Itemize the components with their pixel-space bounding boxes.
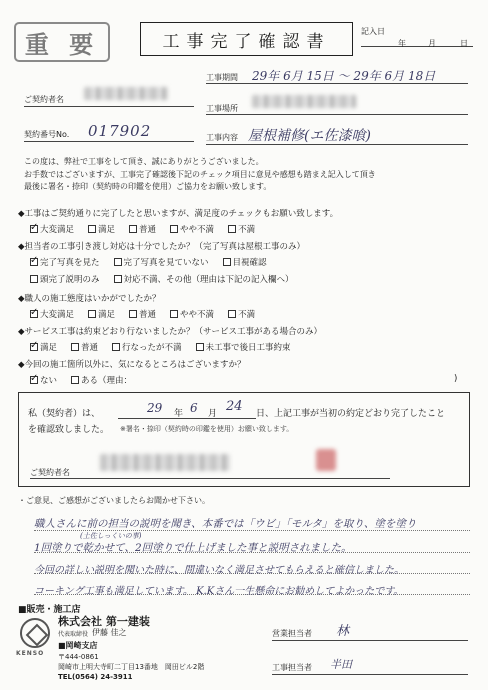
stamp-text: 重 要 xyxy=(24,29,100,59)
question-4: ◆サービス工事は約束どおり行ないましたか？（サービス工事がある場合のみ） xyxy=(18,327,323,337)
sign-year: 29 xyxy=(147,401,163,415)
question-5: ◆今回の施工箇所以外に、気になるところはございますか？ xyxy=(18,360,246,370)
q4-option-done-but-dissatisfied[interactable]: 行なったが不満 xyxy=(112,341,182,353)
checkbox[interactable] xyxy=(88,310,96,318)
checkbox[interactable] xyxy=(114,275,122,283)
content-label: 工事内容 xyxy=(206,133,238,142)
sign-name-line[interactable] xyxy=(30,478,390,479)
company-branch: ■岡崎支店 xyxy=(58,641,98,650)
sign-month-unit: 月 xyxy=(208,409,218,419)
company-rep-label: 代表取締役 xyxy=(58,631,89,638)
q1-option-somewhat-dissatisfied[interactable]: やや不満 xyxy=(170,223,214,235)
q1-option-satisfied[interactable]: 満足 xyxy=(88,223,115,235)
contract-no-label: 契約番号No. xyxy=(24,130,70,139)
period-value: 29年 6月 15日 ～ 29年 6月 18日 xyxy=(252,69,436,83)
sales-rep-sign: 林 xyxy=(336,624,350,639)
q1-option-normal[interactable]: 普通 xyxy=(129,223,156,235)
q2-option-visual-check[interactable]: 目視確認 xyxy=(223,256,267,268)
entry-date-month: 月 xyxy=(428,39,436,48)
sign-line-2: を確認致しました。 xyxy=(28,425,110,435)
comment-label: ・ご意見、ご感想がございましたらお聞かせ下さい。 xyxy=(18,496,210,505)
comment-line-1: 職人さんに前の担当の説明を聞き、本番では「ウビ」「モルタ」を取り、塗を塗り xyxy=(34,518,417,530)
intro-line-1: この度は、弊社で工事をして頂き、誠にありがとうございました。 xyxy=(24,157,264,166)
question-2-options-row-1 xyxy=(30,256,267,268)
checkbox-checked[interactable] xyxy=(30,343,38,351)
company-logo-text: KENSO xyxy=(16,650,45,657)
q2-option-saw-photos[interactable]: ✓完了写真を見た xyxy=(30,256,100,268)
checkbox[interactable] xyxy=(30,275,38,283)
checkbox[interactable] xyxy=(114,258,122,266)
company-logo-icon xyxy=(20,618,50,648)
entry-date-year: 年 xyxy=(398,39,406,48)
document-title-box xyxy=(140,22,353,56)
sign-year-unit: 年 xyxy=(174,409,184,419)
question-1: ◆工事はご契約通りに完了したと思いますが、満足度のチェックもお願い致します。 xyxy=(18,209,339,219)
sign-prefix: 私（契約者）は、 xyxy=(28,409,101,419)
entry-date-day: 日 xyxy=(460,39,468,48)
checkbox[interactable] xyxy=(129,225,137,233)
signature-redacted xyxy=(100,454,230,471)
q3-option-normal[interactable]: 普通 xyxy=(129,308,156,320)
question-3-options xyxy=(30,308,255,320)
question-2-options-row-2 xyxy=(30,273,294,285)
company-address: 岡崎市上明大寺町二丁目13番地 岡田ビル2階 xyxy=(58,663,205,671)
company-zip: 〒444-0861 xyxy=(58,653,99,661)
q2-option-no-photos[interactable]: 完了写真を見ていない xyxy=(114,256,209,268)
q1-option-very-satisfied[interactable]: ✓大変満足 xyxy=(30,223,74,235)
checkbox[interactable] xyxy=(228,310,236,318)
seal-redacted xyxy=(316,449,336,471)
sign-month: 6 xyxy=(190,401,198,415)
question-5-options xyxy=(30,374,132,386)
entry-date-line xyxy=(361,46,473,47)
work-rep-sign: 半田 xyxy=(330,658,352,671)
company-name: 株式会社 第一建装 xyxy=(58,615,150,628)
checkbox[interactable] xyxy=(170,225,178,233)
q4-option-satisfied[interactable]: ✓満足 xyxy=(30,341,57,353)
place-redacted xyxy=(252,95,356,108)
q3-option-satisfied[interactable]: 満足 xyxy=(88,308,115,320)
q5-option-yes-reason[interactable]: ある（理由： xyxy=(71,374,132,386)
checkbox-checked[interactable] xyxy=(30,258,38,266)
q3-option-dissatisfied[interactable]: 不満 xyxy=(228,308,255,320)
q2-option-verbal-only[interactable]: 頭完了説明のみ xyxy=(30,273,100,285)
q4-option-normal[interactable]: 普通 xyxy=(71,341,98,353)
comment-line-4: コーキング工事も満足しています。 K.Kさん一生懸命にお勧めしてよかったです。 xyxy=(34,586,404,597)
q2-option-other[interactable]: 対応不満、その他（理由は下記の記入欄へ） xyxy=(114,273,294,285)
q1-option-dissatisfied[interactable]: 不満 xyxy=(228,223,255,235)
document-title: 工事完了確認書 xyxy=(162,31,331,52)
sales-rep-label: 営業担当者 xyxy=(272,629,312,638)
checkbox[interactable] xyxy=(129,310,137,318)
checkbox-checked[interactable] xyxy=(30,310,38,318)
entry-date-label: 記入日 xyxy=(361,27,385,36)
checkbox[interactable] xyxy=(228,225,236,233)
sign-name-label: ご契約者名 xyxy=(30,468,70,477)
comment-line-2: 1回塗りで乾かせて、2回塗りで仕上げました事と説明されました。 xyxy=(34,542,352,554)
q3-option-very-satisfied[interactable]: ✓大変満足 xyxy=(30,308,74,320)
intro-text xyxy=(24,156,474,194)
place-label: 工事場所 xyxy=(206,104,238,113)
period-label: 工事期間 xyxy=(206,73,238,82)
importance-stamp xyxy=(14,22,110,62)
contract-no-line xyxy=(24,141,194,142)
company-tel: TEL(0564) 24-3911 xyxy=(58,673,133,681)
content-value: 屋根補修(エ佐漆喰) xyxy=(248,128,371,144)
q5-option-none[interactable]: ✓ない xyxy=(30,374,57,386)
comment-line-3: 今回の詳しい説明を聞いた時に、間違いなく満足させてもらえると確信しました。 xyxy=(34,565,404,576)
question-3: ◆職人の施工態度はいかがでしたか？ xyxy=(18,294,161,304)
contractor-line xyxy=(24,106,194,107)
checkbox[interactable] xyxy=(71,376,79,384)
place-line xyxy=(206,114,468,115)
checkbox-checked[interactable] xyxy=(30,225,38,233)
question-4-options xyxy=(30,341,291,353)
intro-line-3: 最後に署名・捺印（契約時の印鑑を使用）ご協力をお願い致します。 xyxy=(24,182,272,191)
checkbox[interactable] xyxy=(88,225,96,233)
comment-note: (土佐しっくいの事) xyxy=(80,532,142,540)
work-rep-line xyxy=(272,674,468,675)
checkbox[interactable] xyxy=(112,343,120,351)
question-1-options xyxy=(30,223,255,235)
checkbox[interactable] xyxy=(71,343,79,351)
intro-line-2: お手数ではございますが、工事完了確認後下記のチェック項目に意見や感想も踏まえ記入して頂き xyxy=(24,169,376,179)
checkbox[interactable] xyxy=(223,258,231,266)
contractor-label: ご契約者名 xyxy=(24,95,64,104)
sign-note: ※署名・捺印（契約時の印鑑を使用）お願い致します。 xyxy=(120,425,294,433)
work-rep-label: 工事担当者 xyxy=(272,663,312,672)
sign-date-line xyxy=(118,418,256,419)
checkbox[interactable] xyxy=(170,310,178,318)
sales-rep-line xyxy=(272,640,468,641)
checkbox[interactable] xyxy=(196,343,204,351)
company-section-label: ■販売・施工店 xyxy=(18,605,81,615)
sign-day: 24 xyxy=(226,399,243,414)
question-5-close-paren: ) xyxy=(454,374,458,384)
q4-option-not-done[interactable]: 未工事で後日工事約束 xyxy=(196,341,291,353)
company-rep: 伊藤 佳之 xyxy=(92,628,127,637)
checkbox-checked[interactable] xyxy=(30,376,38,384)
contract-no-value: 017902 xyxy=(88,122,152,140)
q3-option-somewhat-dissatisfied[interactable]: やや不満 xyxy=(170,308,214,320)
sign-after-date: 日、上記工事が当初の約定どおり完了したこと xyxy=(256,409,446,419)
contractor-name-redacted xyxy=(84,87,168,100)
question-2: ◆担当者の工事引き渡し対応は十分でしたか？（完了写真は屋根工事のみ） xyxy=(18,242,306,252)
